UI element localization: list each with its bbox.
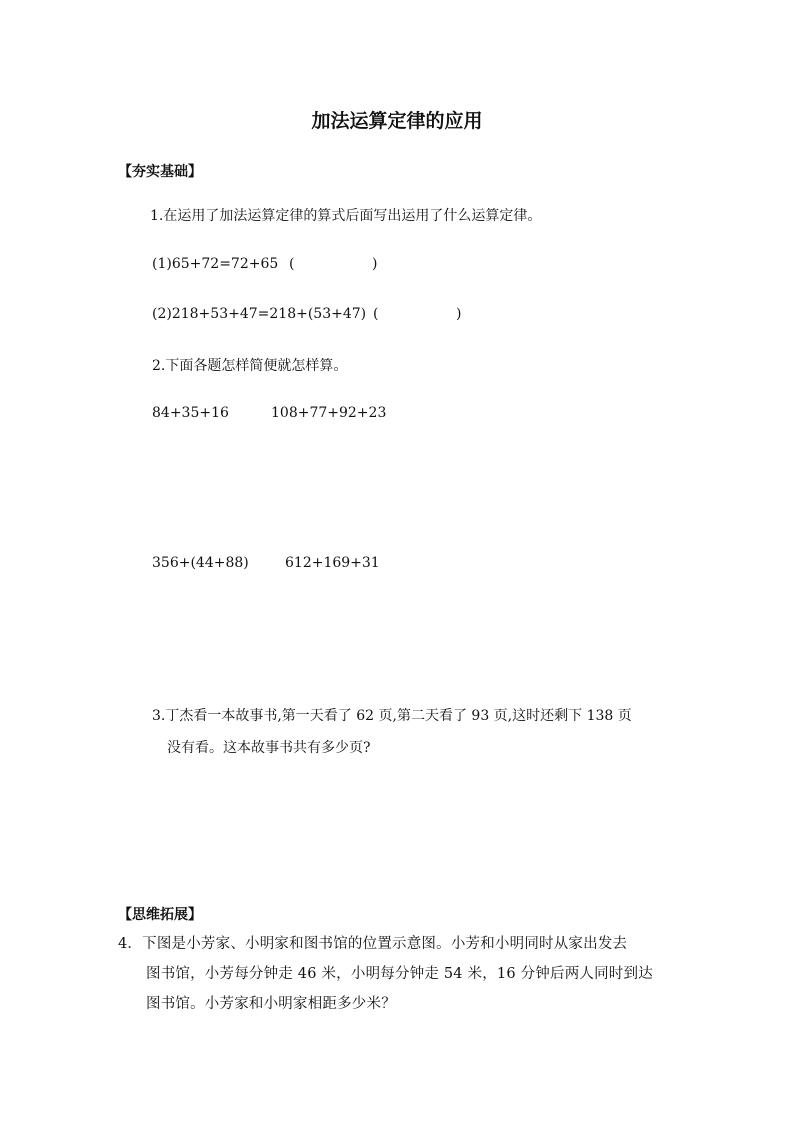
expression: 108+77+92+23	[271, 405, 387, 421]
question-4-line-1: 4．下图是小芳家、小明家和图书馆的位置示意图。小芳和小明同时从家出发去	[118, 936, 628, 952]
answer-paren-close-2: )	[456, 306, 462, 322]
question-1-prompt: 1.在运用了加法运算定律的算式后面写出运用了什么运算定律。	[150, 208, 542, 224]
section-heading-basics: 【夯实基础】	[118, 164, 202, 180]
question-4-line-2: 图书馆，小芳每分钟走 46 米，小明每分钟走 54 米，16 分钟后两人同时到达	[146, 966, 653, 982]
question-3-line-2: 没有看。这本故事书共有多少页?	[167, 740, 371, 756]
expression: 612+169+31	[285, 555, 380, 571]
answer-paren-open-1: (	[289, 256, 295, 272]
section-heading-extension: 【思维拓展】	[118, 907, 202, 923]
question-1-item-1: (1)65+72=72+65	[152, 256, 279, 272]
expression: 356+(44+88)	[152, 555, 249, 571]
question-3-line-1: 3.丁杰看一本故事书,第一天看了 62 页,第二天看了 93 页,这时还剩下 138 页	[152, 708, 632, 724]
page-title: 加法运算定律的应用	[311, 110, 483, 132]
expression: 84+35+16	[152, 405, 229, 421]
answer-paren-open-2: (	[373, 306, 379, 322]
question-1-item-2: (2)218+53+47=218+(53+47)	[152, 306, 367, 322]
answer-paren-close-1: )	[372, 256, 378, 272]
question-4-line-3: 图书馆。小芳家和小明家相距多少米？	[146, 996, 396, 1012]
question-2-prompt: 2.下面各题怎样简便就怎样算。	[152, 358, 348, 374]
